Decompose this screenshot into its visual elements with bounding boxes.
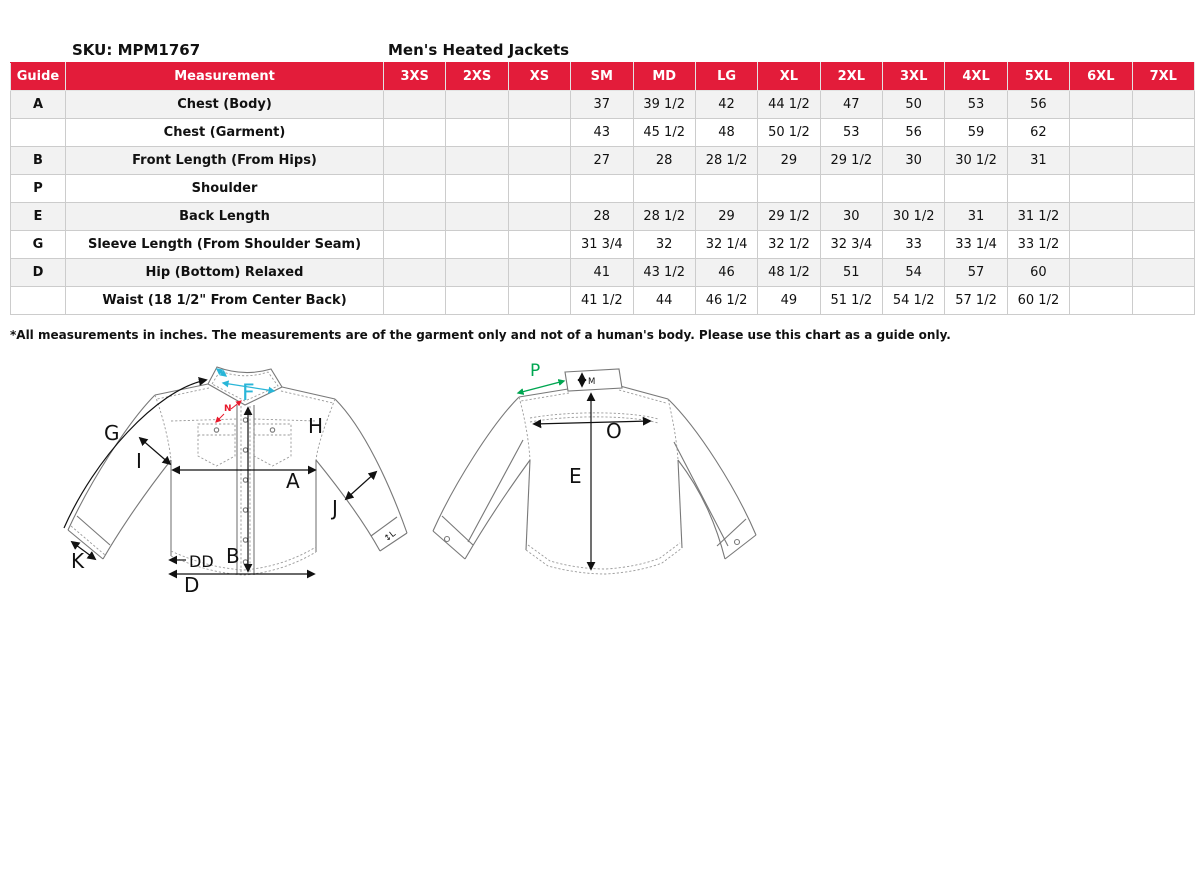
value-cell: 32 1/2 (758, 231, 820, 259)
value-cell: 29 1/2 (758, 203, 820, 231)
column-header-2xl: 2XL (820, 63, 882, 91)
value-cell (446, 119, 508, 147)
value-cell (633, 175, 695, 203)
front-label-g: G (104, 421, 120, 445)
value-cell: 28 (633, 147, 695, 175)
value-cell: 57 (945, 259, 1007, 287)
value-cell (1132, 175, 1195, 203)
value-cell: 46 (695, 259, 757, 287)
front-label-h: H (308, 414, 324, 438)
table-row (11, 119, 1195, 147)
value-cell: 54 1/2 (883, 287, 945, 315)
column-header-measurement: Measurement (66, 63, 384, 91)
value-cell: 44 (633, 287, 695, 315)
value-cell: 29 1/2 (820, 147, 882, 175)
value-cell: 42 (695, 91, 757, 119)
value-cell: 48 1/2 (758, 259, 820, 287)
guide-cell: D (11, 259, 66, 287)
table-row (11, 91, 1195, 119)
value-cell (384, 91, 446, 119)
front-label-j: J (332, 496, 338, 520)
front-label-dd: DD (189, 552, 214, 571)
value-cell: 33 (883, 231, 945, 259)
value-cell: 31 (945, 203, 1007, 231)
measurement-cell: Sleeve Length (From Shoulder Seam) (66, 231, 384, 259)
back-label-m: M (588, 377, 596, 387)
measurement-cell: Waist (18 1/2" From Center Back) (66, 287, 384, 315)
measurement-cell: Shoulder (66, 175, 384, 203)
value-cell (1070, 259, 1132, 287)
value-cell: 31 (1007, 147, 1069, 175)
table-row (11, 231, 1195, 259)
value-cell: 30 1/2 (883, 203, 945, 231)
value-cell: 51 (820, 259, 882, 287)
measurement-cell: Hip (Bottom) Relaxed (66, 259, 384, 287)
front-label-f: F (242, 381, 255, 406)
measurement-cell: Back Length (66, 203, 384, 231)
value-cell (446, 259, 508, 287)
value-cell: 41 (571, 259, 633, 287)
value-cell (384, 259, 446, 287)
value-cell: 28 1/2 (695, 147, 757, 175)
value-cell: 50 1/2 (758, 119, 820, 147)
front-label-k: K (71, 549, 85, 573)
table-row (11, 287, 1195, 315)
value-cell: 60 1/2 (1007, 287, 1069, 315)
value-cell: 32 1/4 (695, 231, 757, 259)
table-row (11, 175, 1195, 203)
value-cell: 30 (820, 203, 882, 231)
value-cell: 51 1/2 (820, 287, 882, 315)
value-cell (508, 175, 570, 203)
table-row (11, 259, 1195, 287)
column-header-md: MD (633, 63, 695, 91)
column-header-2xs: 2XS (446, 63, 508, 91)
value-cell (1132, 119, 1195, 147)
value-cell (1132, 91, 1195, 119)
value-cell: 30 (883, 147, 945, 175)
value-cell (883, 175, 945, 203)
column-header-7xl: 7XL (1132, 63, 1195, 91)
footnote: *All measurements in inches. The measurements are of the garment only and not of a human's body. Please use this chart as a guide only. (10, 328, 951, 342)
column-header-6xl: 6XL (1070, 63, 1132, 91)
value-cell (508, 287, 570, 315)
value-cell (1132, 147, 1195, 175)
value-cell (508, 147, 570, 175)
column-header-lg: LG (695, 63, 757, 91)
column-header-xs: XS (508, 63, 570, 91)
column-header-guide: Guide (11, 63, 66, 91)
guide-cell: G (11, 231, 66, 259)
guide-cell (11, 287, 66, 315)
value-cell: 33 1/2 (1007, 231, 1069, 259)
value-cell (508, 259, 570, 287)
value-cell (446, 203, 508, 231)
value-cell (446, 287, 508, 315)
value-cell: 33 1/4 (945, 231, 1007, 259)
product-title: Men's Heated Jackets (388, 41, 570, 59)
value-cell: 43 1/2 (633, 259, 695, 287)
value-cell (508, 231, 570, 259)
column-header-3xl: 3XL (883, 63, 945, 91)
value-cell (384, 287, 446, 315)
measurement-cell: Front Length (From Hips) (66, 147, 384, 175)
column-header-xl: XL (758, 63, 820, 91)
value-cell (384, 175, 446, 203)
value-cell: 31 1/2 (1007, 203, 1069, 231)
value-cell: 56 (883, 119, 945, 147)
value-cell (758, 175, 820, 203)
back-jacket-outline (433, 369, 756, 574)
value-cell (1070, 203, 1132, 231)
front-view-diagram (58, 360, 438, 610)
value-cell (1070, 119, 1132, 147)
value-cell: 57 1/2 (945, 287, 1007, 315)
column-header-sm: SM (571, 63, 633, 91)
value-cell (1132, 203, 1195, 231)
value-cell: 53 (820, 119, 882, 147)
value-cell (508, 203, 570, 231)
value-cell: 60 (1007, 259, 1069, 287)
value-cell (1070, 287, 1132, 315)
front-labels (71, 381, 398, 597)
value-cell (508, 91, 570, 119)
value-cell: 32 (633, 231, 695, 259)
value-cell (1070, 175, 1132, 203)
column-header-3xs: 3XS (384, 63, 446, 91)
value-cell: 56 (1007, 91, 1069, 119)
value-cell: 29 (695, 203, 757, 231)
value-cell: 31 3/4 (571, 231, 633, 259)
value-cell (384, 119, 446, 147)
value-cell: 59 (945, 119, 1007, 147)
guide-cell (11, 119, 66, 147)
value-cell (1007, 175, 1069, 203)
value-cell (508, 119, 570, 147)
value-cell (446, 147, 508, 175)
value-cell: 44 1/2 (758, 91, 820, 119)
back-label-p: P (530, 361, 541, 381)
guide-cell: A (11, 91, 66, 119)
value-cell (384, 147, 446, 175)
value-cell: 53 (945, 91, 1007, 119)
value-cell: 49 (758, 287, 820, 315)
value-cell: 37 (571, 91, 633, 119)
value-cell (1132, 231, 1195, 259)
back-measure-arrows (518, 374, 650, 569)
value-cell: 50 (883, 91, 945, 119)
front-measure-arrows (64, 369, 376, 574)
front-label-i: I (136, 449, 142, 473)
measurement-cell: Chest (Garment) (66, 119, 384, 147)
guide-cell: B (11, 147, 66, 175)
value-cell (384, 203, 446, 231)
value-cell (384, 231, 446, 259)
value-cell: 45 1/2 (633, 119, 695, 147)
measurement-cell: Chest (Body) (66, 91, 384, 119)
front-label-l: ↕L (382, 529, 398, 545)
value-cell (446, 91, 508, 119)
value-cell: 43 (571, 119, 633, 147)
value-cell (695, 175, 757, 203)
size-chart-table (10, 62, 1195, 315)
value-cell (1070, 91, 1132, 119)
value-cell (446, 231, 508, 259)
front-label-d: D (184, 573, 200, 597)
sku-label: SKU: MPM1767 (72, 41, 201, 59)
value-cell: 54 (883, 259, 945, 287)
value-cell: 29 (758, 147, 820, 175)
value-cell (1132, 287, 1195, 315)
back-label-o: O (606, 419, 622, 443)
value-cell (446, 175, 508, 203)
value-cell (571, 175, 633, 203)
value-cell: 47 (820, 91, 882, 119)
back-label-e: E (569, 464, 582, 488)
front-label-n: N (224, 404, 232, 414)
value-cell (1070, 147, 1132, 175)
value-cell (1070, 231, 1132, 259)
value-cell: 28 1/2 (633, 203, 695, 231)
value-cell: 46 1/2 (695, 287, 757, 315)
value-cell: 48 (695, 119, 757, 147)
guide-cell: E (11, 203, 66, 231)
value-cell: 28 (571, 203, 633, 231)
column-header-5xl: 5XL (1007, 63, 1069, 91)
value-cell (1132, 259, 1195, 287)
table-row (11, 147, 1195, 175)
value-cell: 41 1/2 (571, 287, 633, 315)
back-view-diagram (418, 358, 798, 608)
front-label-a: A (286, 469, 300, 493)
value-cell: 30 1/2 (945, 147, 1007, 175)
value-cell: 32 3/4 (820, 231, 882, 259)
value-cell (820, 175, 882, 203)
value-cell: 62 (1007, 119, 1069, 147)
value-cell: 27 (571, 147, 633, 175)
column-header-4xl: 4XL (945, 63, 1007, 91)
guide-cell: P (11, 175, 66, 203)
front-label-b: B (226, 544, 240, 568)
value-cell: 39 1/2 (633, 91, 695, 119)
table-row (11, 203, 1195, 231)
value-cell (945, 175, 1007, 203)
